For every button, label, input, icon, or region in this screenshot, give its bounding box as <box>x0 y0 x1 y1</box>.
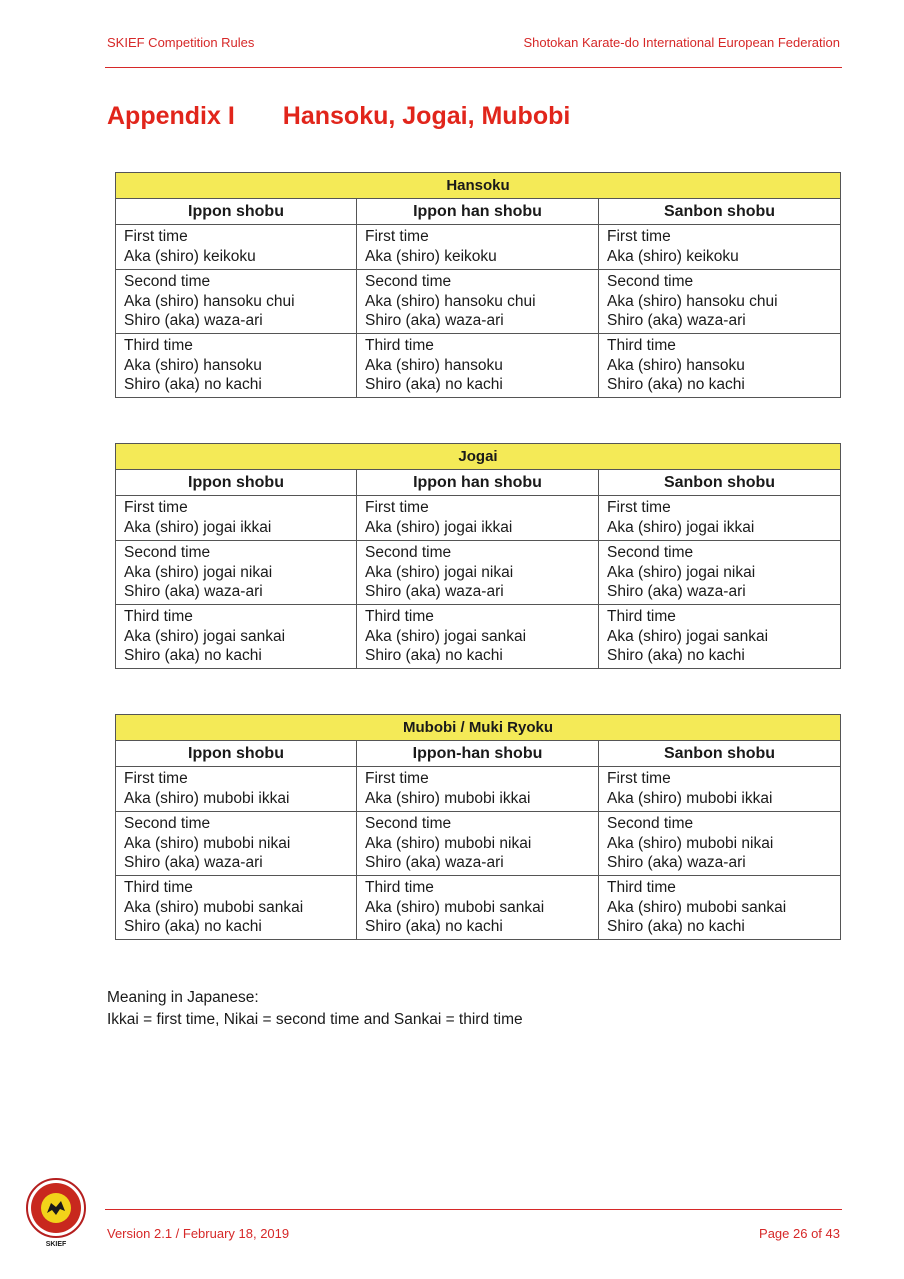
cell-line: Aka (shiro) jogai ikkai <box>607 518 755 536</box>
cell-line: Aka (shiro) mubobi sankai <box>124 898 304 916</box>
cell-line: Third time <box>607 608 676 625</box>
table-cell <box>599 541 841 605</box>
table-cell <box>116 767 357 812</box>
cell-line: Aka (shiro) mubobi ikkai <box>365 789 531 807</box>
cell-line: Aka (shiro) mubobi sankai <box>365 898 545 916</box>
column-header: Sanbon shobu <box>599 199 841 225</box>
table-banner: Hansoku <box>116 173 841 199</box>
cell-line: Third time <box>365 608 434 625</box>
table-cell <box>599 225 841 270</box>
cell-line: Aka (shiro) mubobi sankai <box>607 898 787 916</box>
cell-line: Shiro (aka) waza-ari <box>607 312 746 329</box>
cell-line: Second time <box>365 815 452 832</box>
table-row <box>116 767 841 812</box>
cell-line: Shiro (aka) waza-ari <box>607 583 746 600</box>
footer-divider <box>105 1209 842 1210</box>
table-cell <box>116 812 357 876</box>
table-row <box>116 876 841 940</box>
table-cell <box>599 270 841 334</box>
cell-line: Shiro (aka) no kachi <box>365 376 503 393</box>
table-cell <box>599 334 841 398</box>
column-header: Ippon-han shobu <box>357 741 599 767</box>
cell-line: Second time <box>365 273 452 290</box>
cell-line: First time <box>365 228 429 245</box>
table-cell <box>357 541 599 605</box>
cell-line: Third time <box>607 879 676 896</box>
table-cell <box>357 334 599 398</box>
column-header: Sanbon shobu <box>599 470 841 496</box>
meaning-heading: Meaning in Japanese: <box>107 989 259 1006</box>
cell-line: Shiro (aka) no kachi <box>365 918 503 935</box>
cell-line: First time <box>607 228 671 245</box>
table-cell <box>116 605 357 669</box>
page-title <box>107 102 570 131</box>
footer-page-number: Page 26 of 43 <box>759 1226 840 1241</box>
cell-line: First time <box>124 228 188 245</box>
skief-logo <box>25 1177 87 1249</box>
footer-version: Version 2.1 / February 18, 2019 <box>107 1226 290 1241</box>
cell-line: Shiro (aka) waza-ari <box>124 854 263 871</box>
cell-line: Third time <box>124 608 193 625</box>
meaning-definitions: Ikkai = first time, Nikai = second time and Sankai = third time <box>107 1011 523 1028</box>
mubobi-table <box>115 714 841 940</box>
cell-line: Aka (shiro) jogai ikkai <box>365 518 513 536</box>
cell-line: Third time <box>365 337 434 354</box>
cell-line: Second time <box>124 273 211 290</box>
table-cell <box>357 496 599 541</box>
cell-line: Aka (shiro) mubobi ikkai <box>124 789 290 807</box>
cell-line: Second time <box>365 544 452 561</box>
jogai-table <box>115 443 841 669</box>
cell-line: Aka (shiro) hansoku <box>124 356 262 374</box>
cell-line: Shiro (aka) waza-ari <box>124 312 263 329</box>
column-header: Ippon han shobu <box>357 199 599 225</box>
table-cell <box>599 496 841 541</box>
appendix-label: Appendix I <box>107 102 235 130</box>
table-cell <box>357 270 599 334</box>
cell-line: Shiro (aka) waza-ari <box>607 854 746 871</box>
table-cell <box>357 767 599 812</box>
table-row <box>116 334 841 398</box>
cell-line: Aka (shiro) mubobi nikai <box>124 834 291 852</box>
cell-line: Shiro (aka) waza-ari <box>365 854 504 871</box>
table-banner: Jogai <box>116 444 841 470</box>
appendix-subject: Hansoku, Jogai, Mubobi <box>282 102 571 130</box>
cell-line: Aka (shiro) hansoku chui <box>607 292 778 310</box>
column-header: Ippon shobu <box>116 470 357 496</box>
table-row <box>116 496 841 541</box>
table-row <box>116 541 841 605</box>
table-cell <box>116 270 357 334</box>
cell-line: First time <box>365 499 429 516</box>
hansoku-table <box>115 172 841 398</box>
cell-line: Aka (shiro) hansoku <box>365 356 503 374</box>
table-row <box>116 812 841 876</box>
cell-line: Shiro (aka) waza-ari <box>365 583 504 600</box>
cell-line: Aka (shiro) mubobi nikai <box>607 834 774 852</box>
header-left-text: SKIEF Competition Rules <box>107 35 255 50</box>
cell-line: Aka (shiro) jogai sankai <box>607 627 769 645</box>
logo-caption: SKIEF <box>45 1241 67 1248</box>
table-cell <box>599 605 841 669</box>
cell-line: Aka (shiro) hansoku chui <box>124 292 295 310</box>
cell-line: Shiro (aka) no kachi <box>365 647 503 664</box>
cell-line: First time <box>607 770 671 787</box>
cell-line: Aka (shiro) jogai ikkai <box>124 518 272 536</box>
table-cell <box>599 876 841 940</box>
table-row <box>116 605 841 669</box>
table-cell <box>116 496 357 541</box>
cell-line: Shiro (aka) no kachi <box>607 376 745 393</box>
cell-line: Third time <box>365 879 434 896</box>
table-cell <box>599 767 841 812</box>
cell-line: Aka (shiro) jogai nikai <box>607 563 756 581</box>
cell-line: Aka (shiro) hansoku chui <box>365 292 536 310</box>
cell-line: Aka (shiro) mubobi nikai <box>365 834 532 852</box>
cell-line: Aka (shiro) jogai sankai <box>124 627 286 645</box>
cell-line: Second time <box>124 544 211 561</box>
cell-line: Second time <box>607 815 694 832</box>
cell-line: Shiro (aka) no kachi <box>607 647 745 664</box>
table-cell <box>357 812 599 876</box>
cell-line: Shiro (aka) no kachi <box>124 918 262 935</box>
cell-line: Second time <box>607 544 694 561</box>
table-cell <box>357 605 599 669</box>
cell-line: Second time <box>607 273 694 290</box>
table-cell <box>116 541 357 605</box>
cell-line: Aka (shiro) keikoku <box>124 247 256 265</box>
cell-line: Aka (shiro) jogai nikai <box>124 563 273 581</box>
cell-line: First time <box>124 770 188 787</box>
column-header: Ippon shobu <box>116 199 357 225</box>
cell-line: First time <box>607 499 671 516</box>
table-row <box>116 270 841 334</box>
table-cell <box>357 225 599 270</box>
cell-line: Shiro (aka) no kachi <box>124 376 262 393</box>
cell-line: Shiro (aka) no kachi <box>124 647 262 664</box>
meaning-note <box>107 987 523 1031</box>
table-cell <box>116 334 357 398</box>
column-header: Ippon shobu <box>116 741 357 767</box>
cell-line: Aka (shiro) jogai nikai <box>365 563 514 581</box>
table-cell <box>116 876 357 940</box>
cell-line: Third time <box>124 879 193 896</box>
column-header: Sanbon shobu <box>599 741 841 767</box>
cell-line: Third time <box>607 337 676 354</box>
cell-line: Second time <box>124 815 211 832</box>
cell-line: Shiro (aka) no kachi <box>607 918 745 935</box>
table-cell <box>116 225 357 270</box>
cell-line: Aka (shiro) jogai sankai <box>365 627 527 645</box>
cell-line: Aka (shiro) hansoku <box>607 356 745 374</box>
table-row <box>116 225 841 270</box>
cell-line: Shiro (aka) waza-ari <box>124 583 263 600</box>
table-banner: Mubobi / Muki Ryoku <box>116 715 841 741</box>
table-cell <box>599 812 841 876</box>
cell-line: Third time <box>124 337 193 354</box>
header-divider <box>105 67 842 68</box>
table-cell <box>357 876 599 940</box>
cell-line: First time <box>365 770 429 787</box>
cell-line: Shiro (aka) waza-ari <box>365 312 504 329</box>
cell-line: Aka (shiro) keikoku <box>365 247 497 265</box>
column-header: Ippon han shobu <box>357 470 599 496</box>
header-right-text: Shotokan Karate-do International European Federation <box>523 35 840 50</box>
cell-line: Aka (shiro) mubobi ikkai <box>607 789 773 807</box>
cell-line: Aka (shiro) keikoku <box>607 247 739 265</box>
cell-line: First time <box>124 499 188 516</box>
